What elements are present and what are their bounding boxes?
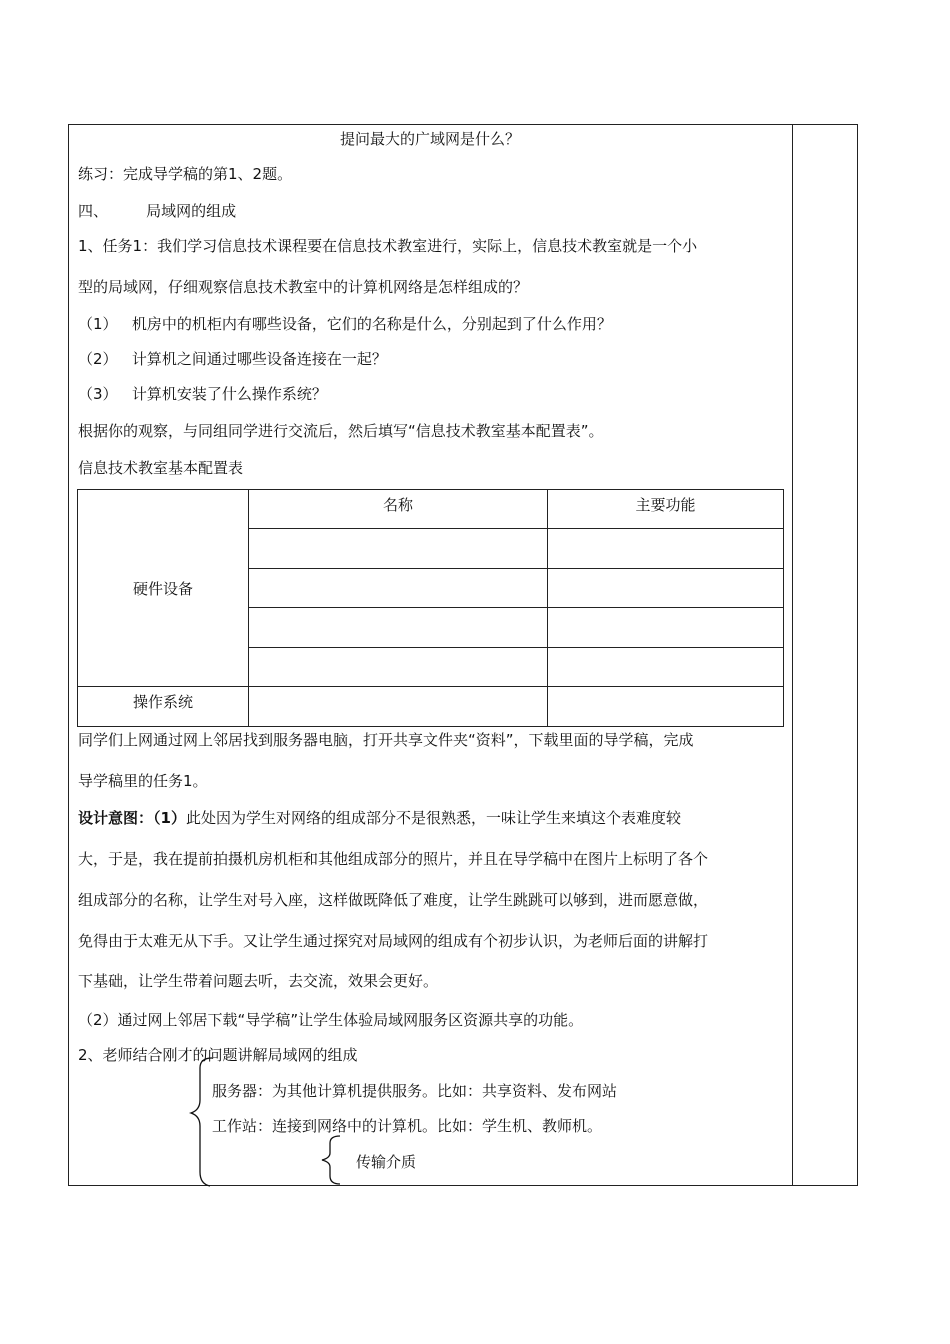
table-cell (548, 648, 784, 687)
design-line-5: 下基础，让学生带着问题去听，去交流，效果会更好。 (78, 972, 439, 990)
question-item-3: （3） 计算机安装了什么操作系统？ (78, 385, 327, 403)
design-intent-line (78, 808, 681, 828)
right-column-divider (792, 124, 793, 1186)
instruction-line: 根据你的观察，与同组同学进行交流后，然后填写“信息技术教室基本配置表”。 (78, 422, 604, 440)
os-label: 操作系统 (78, 687, 249, 727)
design-line-4: 免得由于太难无从下手。又让学生通过探究对局域网的组成有个初步认识，为老师后面的讲解打 (78, 932, 709, 950)
table-cell (548, 529, 784, 569)
column-header-name: 名称 (249, 490, 548, 529)
table-cell (249, 569, 548, 608)
question-item-2: （2） 计算机之间通过哪些设备连接在一起？ (78, 350, 387, 368)
table-cell (249, 529, 548, 569)
table-cell (548, 569, 784, 608)
design-intent-text: 此处因为学生对网络的组成部分不是很熟悉，一味让学生来填这个表难度较 (185, 809, 681, 827)
server-definition: 服务器：为其他计算机提供服务。比如：共享资料、发布网站 (212, 1082, 618, 1100)
design-line-2: 大，于是，我在提前拍摄机房机柜和其他组成部分的照片，并且在导学稿中在图片上标明了各个 (78, 850, 709, 868)
transmission-media: 传输介质 (356, 1153, 417, 1171)
hardware-label: 硬件设备 (78, 490, 249, 687)
design-line-6: （2）通过网上邻居下载“导学稿”让学生体验局域网服务区资源共享的功能。 (78, 1011, 584, 1029)
table-cell (548, 608, 784, 648)
task-line-2: 型的局域网，仔细观察信息技术教室中的计算机网络是怎样组成的？ (78, 278, 529, 296)
workstation-definition: 工作站：连接到网络中的计算机。比如：学生机、教师机。 (212, 1117, 603, 1135)
table-cell (249, 687, 548, 727)
table-cell (249, 608, 548, 648)
design-intent-label: 设计意图： (78, 809, 154, 827)
design-intent-number: （1） (153, 809, 186, 827)
column-header-function: 主要功能 (548, 490, 784, 529)
table-caption: 信息技术教室基本配置表 (78, 459, 244, 477)
explain-heading: 2、老师结合刚才的问题讲解局域网的组成 (78, 1046, 358, 1064)
config-table (77, 489, 784, 727)
task-line-1: 1、任务1：我们学习信息技术课程要在信息技术教室进行，实际上，信息技术教室就是一个小 (78, 237, 698, 255)
question-item-1: （1） 机房中的机柜内有哪些设备，它们的名称是什么，分别起到了什么作用？ (78, 315, 612, 333)
download-line-2: 导学稿里的任务1。 (78, 772, 208, 790)
design-line-3: 组成部分的名称，让学生对号入座，这样做既降低了难度，让学生跳跳可以够到，进而愿意做， (78, 891, 709, 909)
download-line-1: 同学们上网通过网上邻居找到服务器电脑，打开共享文件夹“资料”，下载里面的导学稿，完成 (78, 731, 694, 749)
question-line: 提问最大的广域网是什么？ (339, 130, 520, 148)
section-heading: 四、 局域网的组成 (78, 202, 237, 220)
exercise-line: 练习：完成导学稿的第1、2题。 (78, 165, 293, 183)
table-cell (548, 687, 784, 727)
table-cell (249, 648, 548, 687)
